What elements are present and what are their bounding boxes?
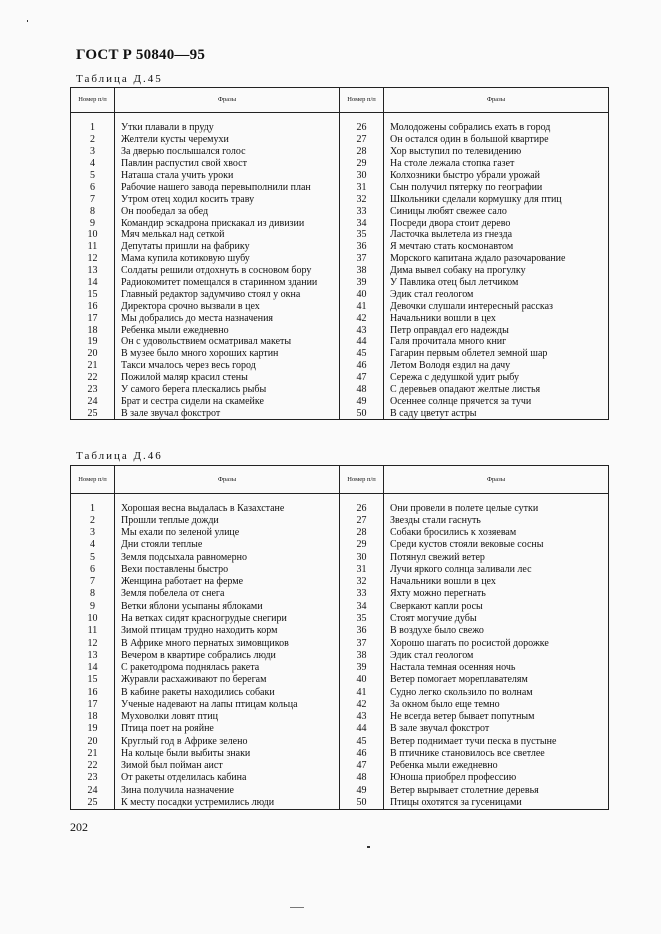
row-number: 49 xyxy=(340,785,384,797)
phrase-text: За окном было еще темно xyxy=(384,699,609,711)
row-number: 4 xyxy=(71,539,115,551)
row-number: 31 xyxy=(340,564,384,576)
phrase-text: Вехи поставлены быстро xyxy=(115,564,340,576)
column-header-phrases: Фразы xyxy=(384,466,609,494)
row-number: 46 xyxy=(340,748,384,760)
row-number: 14 xyxy=(71,662,115,674)
row-number: 29 xyxy=(340,539,384,551)
phrase-text: Командир эскадрона прискакал из дивизии xyxy=(115,218,340,230)
phrase-text: Прошли теплые дожди xyxy=(115,515,340,527)
phrase-text: К месту посадки устремились люди xyxy=(115,797,340,809)
row-number: 8 xyxy=(71,588,115,600)
row-number: 2 xyxy=(71,515,115,527)
phrase-text: Ласточка вылетела из гнезда xyxy=(384,230,609,242)
row-number: 8 xyxy=(71,206,115,218)
row-number: 35 xyxy=(340,613,384,625)
phrase-text: В зале звучал фокстрот xyxy=(384,723,609,735)
phrase-text: Юноша приобрел профессию xyxy=(384,772,609,784)
table-row xyxy=(71,218,609,230)
column-header-number: Номер п/п xyxy=(340,88,384,113)
table-row xyxy=(71,588,609,600)
phrase-text: Он пообедал за обед xyxy=(115,206,340,218)
row-number: 45 xyxy=(340,348,384,360)
spacer-cell xyxy=(340,113,384,123)
row-number: 40 xyxy=(340,289,384,301)
phrase-text: Ветер вырывает столетние деревья xyxy=(384,785,609,797)
phrase-text: Он с удовольствием осматривал макеты xyxy=(115,337,340,349)
row-number: 36 xyxy=(340,625,384,637)
table-spacer-row xyxy=(71,494,609,503)
spacer-cell xyxy=(384,113,609,123)
phrase-text: Собаки бросились к хозяевам xyxy=(384,527,609,539)
phrase-text: Ребенка мыли ежедневно xyxy=(115,325,340,337)
row-number: 9 xyxy=(71,218,115,230)
table-row xyxy=(71,613,609,625)
phrase-text: Сверкают капли росы xyxy=(384,601,609,613)
row-number: 29 xyxy=(340,158,384,170)
phrase-text: Мы ехали по зеленой улице xyxy=(115,527,340,539)
table-row xyxy=(71,230,609,242)
row-number: 13 xyxy=(71,650,115,662)
phrase-text: Рабочие нашего завода перевыполнили план xyxy=(115,182,340,194)
row-number: 40 xyxy=(340,674,384,686)
document-title: ГОСТ Р 50840—95 xyxy=(76,47,206,63)
table-row xyxy=(71,662,609,674)
phrase-text: Зимой был пойман аист xyxy=(115,760,340,772)
phrase-text: Ученые надевают на лапы птицам кольца xyxy=(115,699,340,711)
row-number: 38 xyxy=(340,650,384,662)
phrase-text: Стоят могучие дубы xyxy=(384,613,609,625)
row-number: 33 xyxy=(340,588,384,600)
column-header-number: Номер п/п xyxy=(71,88,115,113)
row-number: 17 xyxy=(71,699,115,711)
row-number: 11 xyxy=(71,241,115,253)
row-number: 1 xyxy=(71,123,115,135)
row-number: 49 xyxy=(340,396,384,408)
table-row xyxy=(71,265,609,277)
phrase-text: Морского капитана ждало разочарование xyxy=(384,253,609,265)
row-number: 48 xyxy=(340,772,384,784)
phrase-text: На столе лежала стопка газет xyxy=(384,158,609,170)
column-header-number: Номер п/п xyxy=(71,466,115,494)
phrase-text: Сережа с дедушкой удит рыбу xyxy=(384,372,609,384)
table-d45-caption: Таблица Д.45 xyxy=(76,73,163,85)
scan-speck xyxy=(367,846,370,848)
phrase-text: Ветки яблони усыпаны яблоками xyxy=(115,601,340,613)
table-header-row xyxy=(71,466,609,494)
table-row xyxy=(71,123,609,135)
row-number: 13 xyxy=(71,265,115,277)
phrase-text: Судно легко скользило по волнам xyxy=(384,686,609,698)
table-row xyxy=(71,674,609,686)
row-number: 3 xyxy=(71,146,115,158)
phrase-text: Посреди двора стоит дерево xyxy=(384,218,609,230)
table-row xyxy=(71,637,609,649)
row-number: 7 xyxy=(71,576,115,588)
table-row xyxy=(71,372,609,384)
phrase-text: В Африке много пернатых зимовщиков xyxy=(115,637,340,649)
row-number: 19 xyxy=(71,723,115,735)
row-number: 10 xyxy=(71,613,115,625)
table-row xyxy=(71,772,609,784)
row-number: 50 xyxy=(340,797,384,809)
row-number: 24 xyxy=(71,396,115,408)
row-number: 9 xyxy=(71,601,115,613)
row-number: 26 xyxy=(340,123,384,135)
table-spacer-row xyxy=(71,113,609,123)
phrase-text: Я мечтаю стать космонавтом xyxy=(384,241,609,253)
table-row xyxy=(71,650,609,662)
phrase-text: В кабине ракеты находились собаки xyxy=(115,686,340,698)
row-number: 3 xyxy=(71,527,115,539)
table-row xyxy=(71,194,609,206)
row-number: 22 xyxy=(71,372,115,384)
phrase-text: Хорошая весна выдалась в Казахстане xyxy=(115,503,340,515)
table-row xyxy=(71,601,609,613)
table-row xyxy=(71,797,609,809)
phrase-text: Осеннее солнце прячется за тучи xyxy=(384,396,609,408)
table-row xyxy=(71,241,609,253)
row-number: 11 xyxy=(71,625,115,637)
phrase-text: Лучи яркого солнца заливали лес xyxy=(384,564,609,576)
phrase-text: На ветках сидят красногрудые снегири xyxy=(115,613,340,625)
row-number: 43 xyxy=(340,711,384,723)
phrase-text: Эдик стал геологом xyxy=(384,289,609,301)
phrase-text: Птица поет на рояйне xyxy=(115,723,340,735)
table-row xyxy=(71,564,609,576)
phrase-text: Утром отец ходил косить траву xyxy=(115,194,340,206)
phrase-text: Хор выступил по телевидению xyxy=(384,146,609,158)
phrase-text: Радиокомитет помещался в старинном здании xyxy=(115,277,340,289)
phrase-text: Начальники вошли в цех xyxy=(384,313,609,325)
row-number: 19 xyxy=(71,337,115,349)
row-number: 20 xyxy=(71,348,115,360)
row-number: 44 xyxy=(340,337,384,349)
table-row xyxy=(71,396,609,408)
spacer-cell xyxy=(71,494,115,503)
row-number: 12 xyxy=(71,253,115,265)
column-header-phrases: Фразы xyxy=(115,466,340,494)
phrase-text: Настала темная осенняя ночь xyxy=(384,662,609,674)
phrase-text: Муховолки ловят птиц xyxy=(115,711,340,723)
row-number: 10 xyxy=(71,230,115,242)
table-row xyxy=(71,289,609,301)
row-number: 36 xyxy=(340,241,384,253)
table-row xyxy=(71,325,609,337)
row-number: 2 xyxy=(71,134,115,146)
phrase-text: Дима вывел собаку на прогулку xyxy=(384,265,609,277)
phrase-text: У Павлика отец был летчиком xyxy=(384,277,609,289)
table-row xyxy=(71,711,609,723)
row-number: 47 xyxy=(340,372,384,384)
phrase-text: В музее было много хороших картин xyxy=(115,348,340,360)
table-row xyxy=(71,503,609,515)
row-number: 17 xyxy=(71,313,115,325)
row-number: 23 xyxy=(71,384,115,396)
row-number: 31 xyxy=(340,182,384,194)
row-number: 20 xyxy=(71,736,115,748)
phrase-text: Женщина работает на ферме xyxy=(115,576,340,588)
phrase-text: Брат и сестра сидели на скамейке xyxy=(115,396,340,408)
row-number: 23 xyxy=(71,772,115,784)
phrase-text: Земля подсыхала равномерно xyxy=(115,552,340,564)
phrase-text: Ветер помогает мореплавателям xyxy=(384,674,609,686)
row-number: 39 xyxy=(340,662,384,674)
phrase-text: У самого берега плескались рыбы xyxy=(115,384,340,396)
phrase-text: Девочки слушали интересный рассказ xyxy=(384,301,609,313)
phrase-text: Галя прочитала много книг xyxy=(384,337,609,349)
table-row xyxy=(71,360,609,372)
spacer-cell xyxy=(115,494,340,503)
column-header-phrases: Фразы xyxy=(115,88,340,113)
row-number: 47 xyxy=(340,760,384,772)
phrase-text: В воздухе было свежо xyxy=(384,625,609,637)
phrase-text: Депутаты пришли на фабрику xyxy=(115,241,340,253)
table-d45 xyxy=(70,87,609,420)
phrase-text: Зина получила назначение xyxy=(115,785,340,797)
table-header-row xyxy=(71,88,609,113)
row-number: 32 xyxy=(340,194,384,206)
phrase-text: Молодожены собрались ехать в город xyxy=(384,123,609,135)
phrase-text: Сын получил пятерку по географии xyxy=(384,182,609,194)
table-row xyxy=(71,760,609,772)
row-number: 30 xyxy=(340,170,384,182)
phrase-text: Наташа стала учить уроки xyxy=(115,170,340,182)
phrase-text: Желтели кусты черемухи xyxy=(115,134,340,146)
row-number: 32 xyxy=(340,576,384,588)
row-number: 43 xyxy=(340,325,384,337)
table-row xyxy=(71,301,609,313)
phrase-text: В птичнике становилось все светлее xyxy=(384,748,609,760)
phrase-text: Круглый год в Африке зелено xyxy=(115,736,340,748)
table-row xyxy=(71,552,609,564)
table-row xyxy=(71,158,609,170)
table-row xyxy=(71,170,609,182)
phrase-text: Яхту можно перегнать xyxy=(384,588,609,600)
row-number: 46 xyxy=(340,360,384,372)
phrase-text: Павлин распустил свой хвост xyxy=(115,158,340,170)
row-number: 27 xyxy=(340,134,384,146)
phrase-text: Мяч мелькал над сеткой xyxy=(115,230,340,242)
table-row xyxy=(71,384,609,396)
phrase-text: Солдаты решили отдохнуть в сосновом бору xyxy=(115,265,340,277)
row-number: 12 xyxy=(71,637,115,649)
phrase-text: Директора срочно вызвали в цех xyxy=(115,301,340,313)
spacer-cell xyxy=(71,113,115,123)
phrase-text: Утки плавали в пруду xyxy=(115,123,340,135)
table-row xyxy=(71,253,609,265)
table-row xyxy=(71,686,609,698)
row-number: 39 xyxy=(340,277,384,289)
row-number: 48 xyxy=(340,384,384,396)
phrase-text: Петр оправдал его надежды xyxy=(384,325,609,337)
phrase-text: В зале звучал фокстрот xyxy=(115,408,340,420)
phrase-text: Он остался один в большой квартире xyxy=(384,134,609,146)
phrase-text: Журавли расхаживают по берегам xyxy=(115,674,340,686)
table-d46-caption: Таблица Д.46 xyxy=(76,450,163,462)
row-number: 18 xyxy=(71,711,115,723)
column-header-phrases: Фразы xyxy=(384,88,609,113)
row-number: 6 xyxy=(71,182,115,194)
phrase-text: Мама купила котиковую шубу xyxy=(115,253,340,265)
table-row xyxy=(71,408,609,420)
spacer-cell xyxy=(115,113,340,123)
table-row xyxy=(71,699,609,711)
table-row xyxy=(71,748,609,760)
row-number: 18 xyxy=(71,325,115,337)
table-row xyxy=(71,337,609,349)
row-number: 6 xyxy=(71,564,115,576)
phrase-text: Школьники сделали кормушку для птиц xyxy=(384,194,609,206)
row-number: 14 xyxy=(71,277,115,289)
phrase-text: Птицы охотятся за гусеницами xyxy=(384,797,609,809)
phrase-text: С деревьев опадают желтые листья xyxy=(384,384,609,396)
phrase-text: Начальники вошли в цех xyxy=(384,576,609,588)
phrase-text: Хорошо шагать по росистой дорожке xyxy=(384,637,609,649)
table-row xyxy=(71,146,609,158)
row-number: 37 xyxy=(340,253,384,265)
row-number: 22 xyxy=(71,760,115,772)
row-number: 42 xyxy=(340,313,384,325)
table-d46 xyxy=(70,465,609,810)
phrase-text: Синицы любят свежее сало xyxy=(384,206,609,218)
row-number: 41 xyxy=(340,686,384,698)
phrase-text: Мы добрались до места назначения xyxy=(115,313,340,325)
phrase-text: Гагарин первым облетел земной шар xyxy=(384,348,609,360)
phrase-text: Ветер поднимает тучи песка в пустыне xyxy=(384,736,609,748)
phrase-text: За дверью послышался голос xyxy=(115,146,340,158)
table-row xyxy=(71,625,609,637)
column-header-number: Номер п/п xyxy=(340,466,384,494)
row-number: 25 xyxy=(71,408,115,420)
row-number: 28 xyxy=(340,146,384,158)
phrase-text: Дни стояли теплые xyxy=(115,539,340,551)
row-number: 7 xyxy=(71,194,115,206)
table-row xyxy=(71,785,609,797)
row-number: 35 xyxy=(340,230,384,242)
phrase-text: Они провели в полете целые сутки xyxy=(384,503,609,515)
phrase-text: В саду цветут астры xyxy=(384,408,609,420)
row-number: 37 xyxy=(340,637,384,649)
phrase-text: Колхозники быстро убрали урожай xyxy=(384,170,609,182)
table-row xyxy=(71,527,609,539)
phrase-text: Земля побелела от снега xyxy=(115,588,340,600)
row-number: 50 xyxy=(340,408,384,420)
table-row xyxy=(71,723,609,735)
row-number: 38 xyxy=(340,265,384,277)
scan-speck xyxy=(290,907,304,908)
row-number: 16 xyxy=(71,686,115,698)
row-number: 41 xyxy=(340,301,384,313)
row-number: 1 xyxy=(71,503,115,515)
phrase-text: Среди кустов стояли вековые сосны xyxy=(384,539,609,551)
row-number: 15 xyxy=(71,674,115,686)
row-number: 21 xyxy=(71,748,115,760)
table-row xyxy=(71,539,609,551)
spacer-cell xyxy=(384,494,609,503)
row-number: 34 xyxy=(340,218,384,230)
row-number: 24 xyxy=(71,785,115,797)
phrase-text: Зимой птицам трудно находить корм xyxy=(115,625,340,637)
phrase-text: Не всегда ветер бывает попутным xyxy=(384,711,609,723)
phrase-text: Звезды стали гаснуть xyxy=(384,515,609,527)
table-row xyxy=(71,348,609,360)
table-row xyxy=(71,277,609,289)
row-number: 16 xyxy=(71,301,115,313)
phrase-text: От ракеты отделилась кабина xyxy=(115,772,340,784)
row-number: 45 xyxy=(340,736,384,748)
row-number: 44 xyxy=(340,723,384,735)
row-number: 28 xyxy=(340,527,384,539)
phrase-text: Пожилой маляр красил стены xyxy=(115,372,340,384)
row-number: 27 xyxy=(340,515,384,527)
phrase-text: Ребенка мыли ежедневно xyxy=(384,760,609,772)
table-row xyxy=(71,515,609,527)
row-number: 21 xyxy=(71,360,115,372)
page-number: 202 xyxy=(70,820,88,834)
table-row xyxy=(71,206,609,218)
row-number: 34 xyxy=(340,601,384,613)
phrase-text: Такси мчалось через весь город xyxy=(115,360,340,372)
row-number: 25 xyxy=(71,797,115,809)
phrase-text: На кольце были выбиты знаки xyxy=(115,748,340,760)
table-row xyxy=(71,134,609,146)
table-row xyxy=(71,313,609,325)
row-number: 15 xyxy=(71,289,115,301)
spacer-cell xyxy=(340,494,384,503)
phrase-text: Потянул свежий ветер xyxy=(384,552,609,564)
row-number: 5 xyxy=(71,552,115,564)
phrase-text: Эдик стал геологом xyxy=(384,650,609,662)
table-row xyxy=(71,576,609,588)
row-number: 5 xyxy=(71,170,115,182)
row-number: 42 xyxy=(340,699,384,711)
row-number: 4 xyxy=(71,158,115,170)
phrase-text: Главный редактор задумчиво стоял у окна xyxy=(115,289,340,301)
phrase-text: Вечером в квартире собрались люди xyxy=(115,650,340,662)
table-row xyxy=(71,736,609,748)
phrase-text: Летом Володя ездил на дачу xyxy=(384,360,609,372)
row-number: 33 xyxy=(340,206,384,218)
row-number: 26 xyxy=(340,503,384,515)
phrase-text: С ракетодрома поднялась ракета xyxy=(115,662,340,674)
table-row xyxy=(71,182,609,194)
scan-speck xyxy=(27,20,28,22)
row-number: 30 xyxy=(340,552,384,564)
